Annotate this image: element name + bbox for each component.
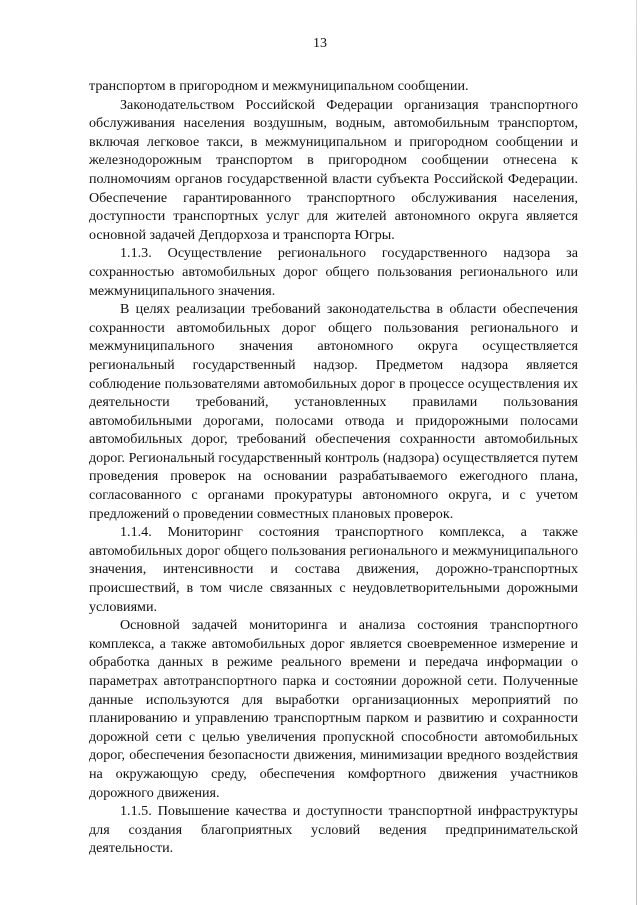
paragraph-section-1-1-5: 1.1.5. Повышение качества и доступности транспортной инфраструктуры для создания благоприятных условий ведения предпринимательской деятельности. xyxy=(89,803,578,857)
page-number: 13 xyxy=(313,36,327,51)
scan-edge-line xyxy=(636,0,637,905)
paragraph-monitoring-task: Основной задачей мониторинга и анализа состояния транспортного комплекса, а также автомобильных дорог является своевременное измерение и обработка данных в режиме реального времени и передача информации о параметрах автотранспортного парка и состоянии дорожной сети. Полученные данные используются для выработки организационных мероприятий по планированию и управлению транспортным парком и развитию и сохранности дорожной сети с целью увеличения пропускной способности автомобильных дорог, обеспечения безопасности движения, минимизации вредного воздействия на окружающую среду, обеспечения комфортного движения участников дорожного движения. xyxy=(89,617,578,801)
document-body xyxy=(89,77,578,858)
paragraph-section-1-1-4: 1.1.4. Мониторинг состояния транспортного комплекса, а также автомобильных дорог общего пользования регионального и межмуниципального значения, интенсивности и состава движения, дорожно-транспортных происшествий, в том числе связанных с неудовлетворительными дорожными условиями. xyxy=(89,524,578,615)
paragraph-transport-legislation: Законодательством Российской Федерации организация транспортного обслуживания населения воздушным, водным, автомобильным транспортом, включая легковое такси, в межмуниципальном и пригородном сообщении и железнодорожным транспортом в пригородном сообщении отнесена к полномочиям органов государственной власти субъекта Российской Федерации. Обеспечение гарантированного транспортного обслуживания населения, доступности транспортных услуг для жителей автономного округа является основной задачей Депдорхоза и транспорта Югры. xyxy=(89,96,578,243)
paragraph-regional-supervision: В целях реализации требований законодательства в области обеспечения сохранности автомобильных дорог общего пользования регионального и межмуниципального значения автономного округа осуществляется региональный государственный надзор. Предметом надзора является соблюдение пользователями автомобильных дорог в процессе осуществления их деятельности требований, установленных правилами пользования автомобильными дорогами, полосами отвода и придорожными полосами автомобильных дорог, требований обеспечения сохранности автомобильных дорог. Региональный государственный контроль (надзора) осуществляется путем проведения проверок на основании разрабатываемого ежегодного плана, согласованного с органами прокуратуры автономного округа, и с учетом предложений о проведении совместных плановых проверок. xyxy=(89,301,578,522)
paragraph-section-1-1-3: 1.1.3. Осуществление регионального государственного надзора за сохранностью автомобильных дорог общего пользования регионального или межмуниципального значения. xyxy=(89,245,578,299)
paragraph-continuation: транспортом в пригородном и межмуниципальном сообщении. xyxy=(89,78,469,94)
